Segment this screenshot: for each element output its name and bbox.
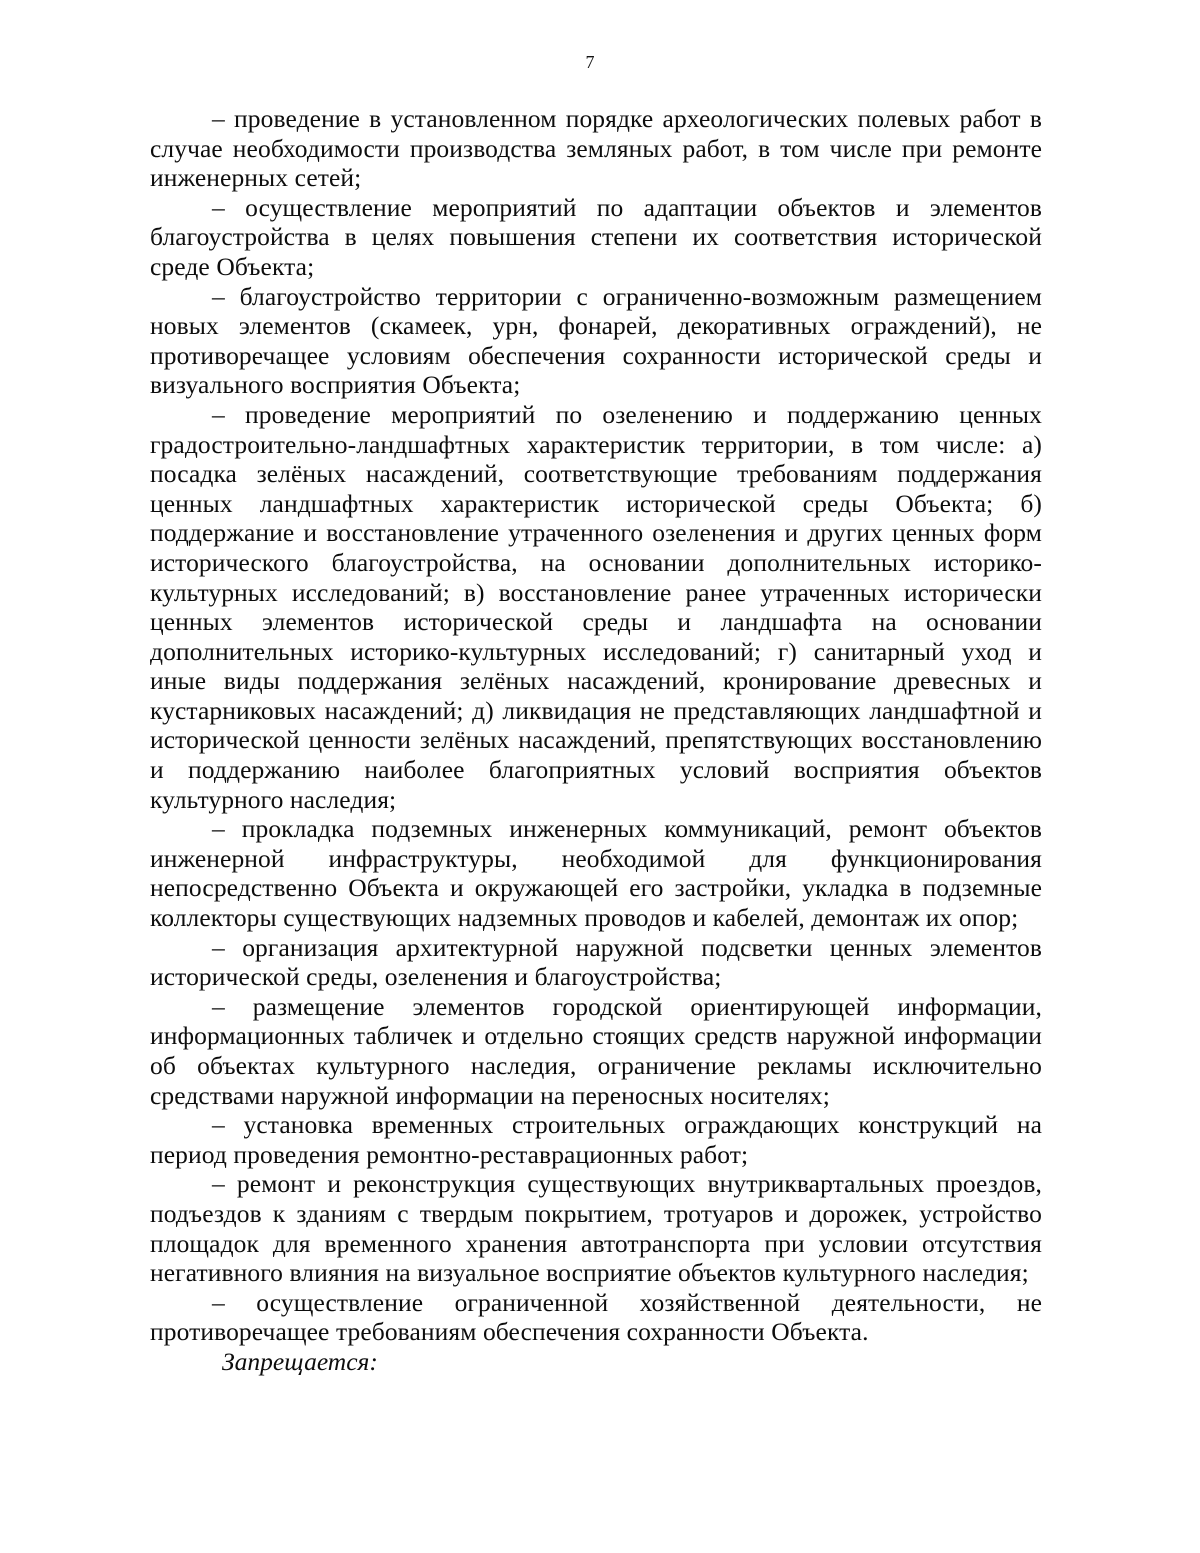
prohibited-heading: Запрещается: [222,1346,378,1376]
paragraph-road-repair: – ремонт и реконструкция существующих внутриквартальных проездов, подъездов к зданиям с твердым покрытием, тротуаров и дорожек, устройство площадок для временного хранения автотранспорта при условии отсутствия негативного влияния на визуальное восприятие объектов культурного наследия; [150,1169,1042,1288]
paragraph-archaeological-works: – проведение в установленном порядке археологических полевых работ в случае необходимости производства земляных работ, в том числе при ремонте инженерных сетей; [150,104,1042,193]
paragraph-economic-activity: – осуществление ограниченной хозяйственной деятельности, не противоречащее требованиям обеспечения сохранности Объекта. [150,1287,1042,1347]
paragraph-adaptation-measures: – осуществление мероприятий по адаптации объектов и элементов благоустройства в целях повышения степени их соответствия исторической среде Объекта; [150,192,1042,281]
document-body [150,104,1042,1377]
paragraph-utilities: – прокладка подземных инженерных коммуникаций, ремонт объектов инженерной инфраструктуры, необходимой для функционирования непосредственно Объекта и окружающей его застройки, укладка в подземные коллекторы существующих надземных проводов и кабелей, демонтаж их опор; [150,814,1042,933]
paragraph-lighting: – организация архитектурной наружной подсветки ценных элементов исторической среды, озеленения и благоустройства; [150,932,1042,992]
page-number: 7 [585,52,595,72]
paragraph-greening: – проведение мероприятий по озеленению и поддержанию ценных градостроительно-ландшафтных характеристик территории, в том числе: а) посадка зелёных насаждений, соответствующие требованиям поддержания ценных ландшафтных характеристик исторической среды Объекта; б) поддержание и восстановление утраченного озеленения и других ценных форм исторического благоустройства, на основании дополнительных историко-культурных исследований; в) восстановление ранее утраченных исторически ценных элементов исторической среды и ландшафта на основании дополнительных историко-культурных исследований; г) санитарный уход и иные виды поддержания зелёных насаждений, кронирование древесных и кустарниковых насаждений; д) ликвидация не представляющих ландшафтной и исторической ценности зелёных насаждений, препятствующих восстановлению и поддержанию наиболее благоприятных условий восприятия объектов культурного наследия; [150,399,1042,814]
paragraph-signage: – размещение элементов городской ориентирующей информации, информационных табличек и отдельно стоящих средств наружной информации об объектах культурного наследия, ограничение рекламы исключительно средствами наружной информации на переносных носителях; [150,991,1042,1110]
paragraph-temporary-fencing: – установка временных строительных ограждающих конструкций на период проведения ремонтно-реставрационных работ; [150,1110,1042,1169]
paragraph-landscaping: – благоустройство территории с ограниченно-возможным размещением новых элементов (скамеек, урн, фонарей, декоративных ограждений), не противоречащее условиям обеспечения сохранности исторической среды и визуального восприятия Объекта; [150,281,1042,400]
